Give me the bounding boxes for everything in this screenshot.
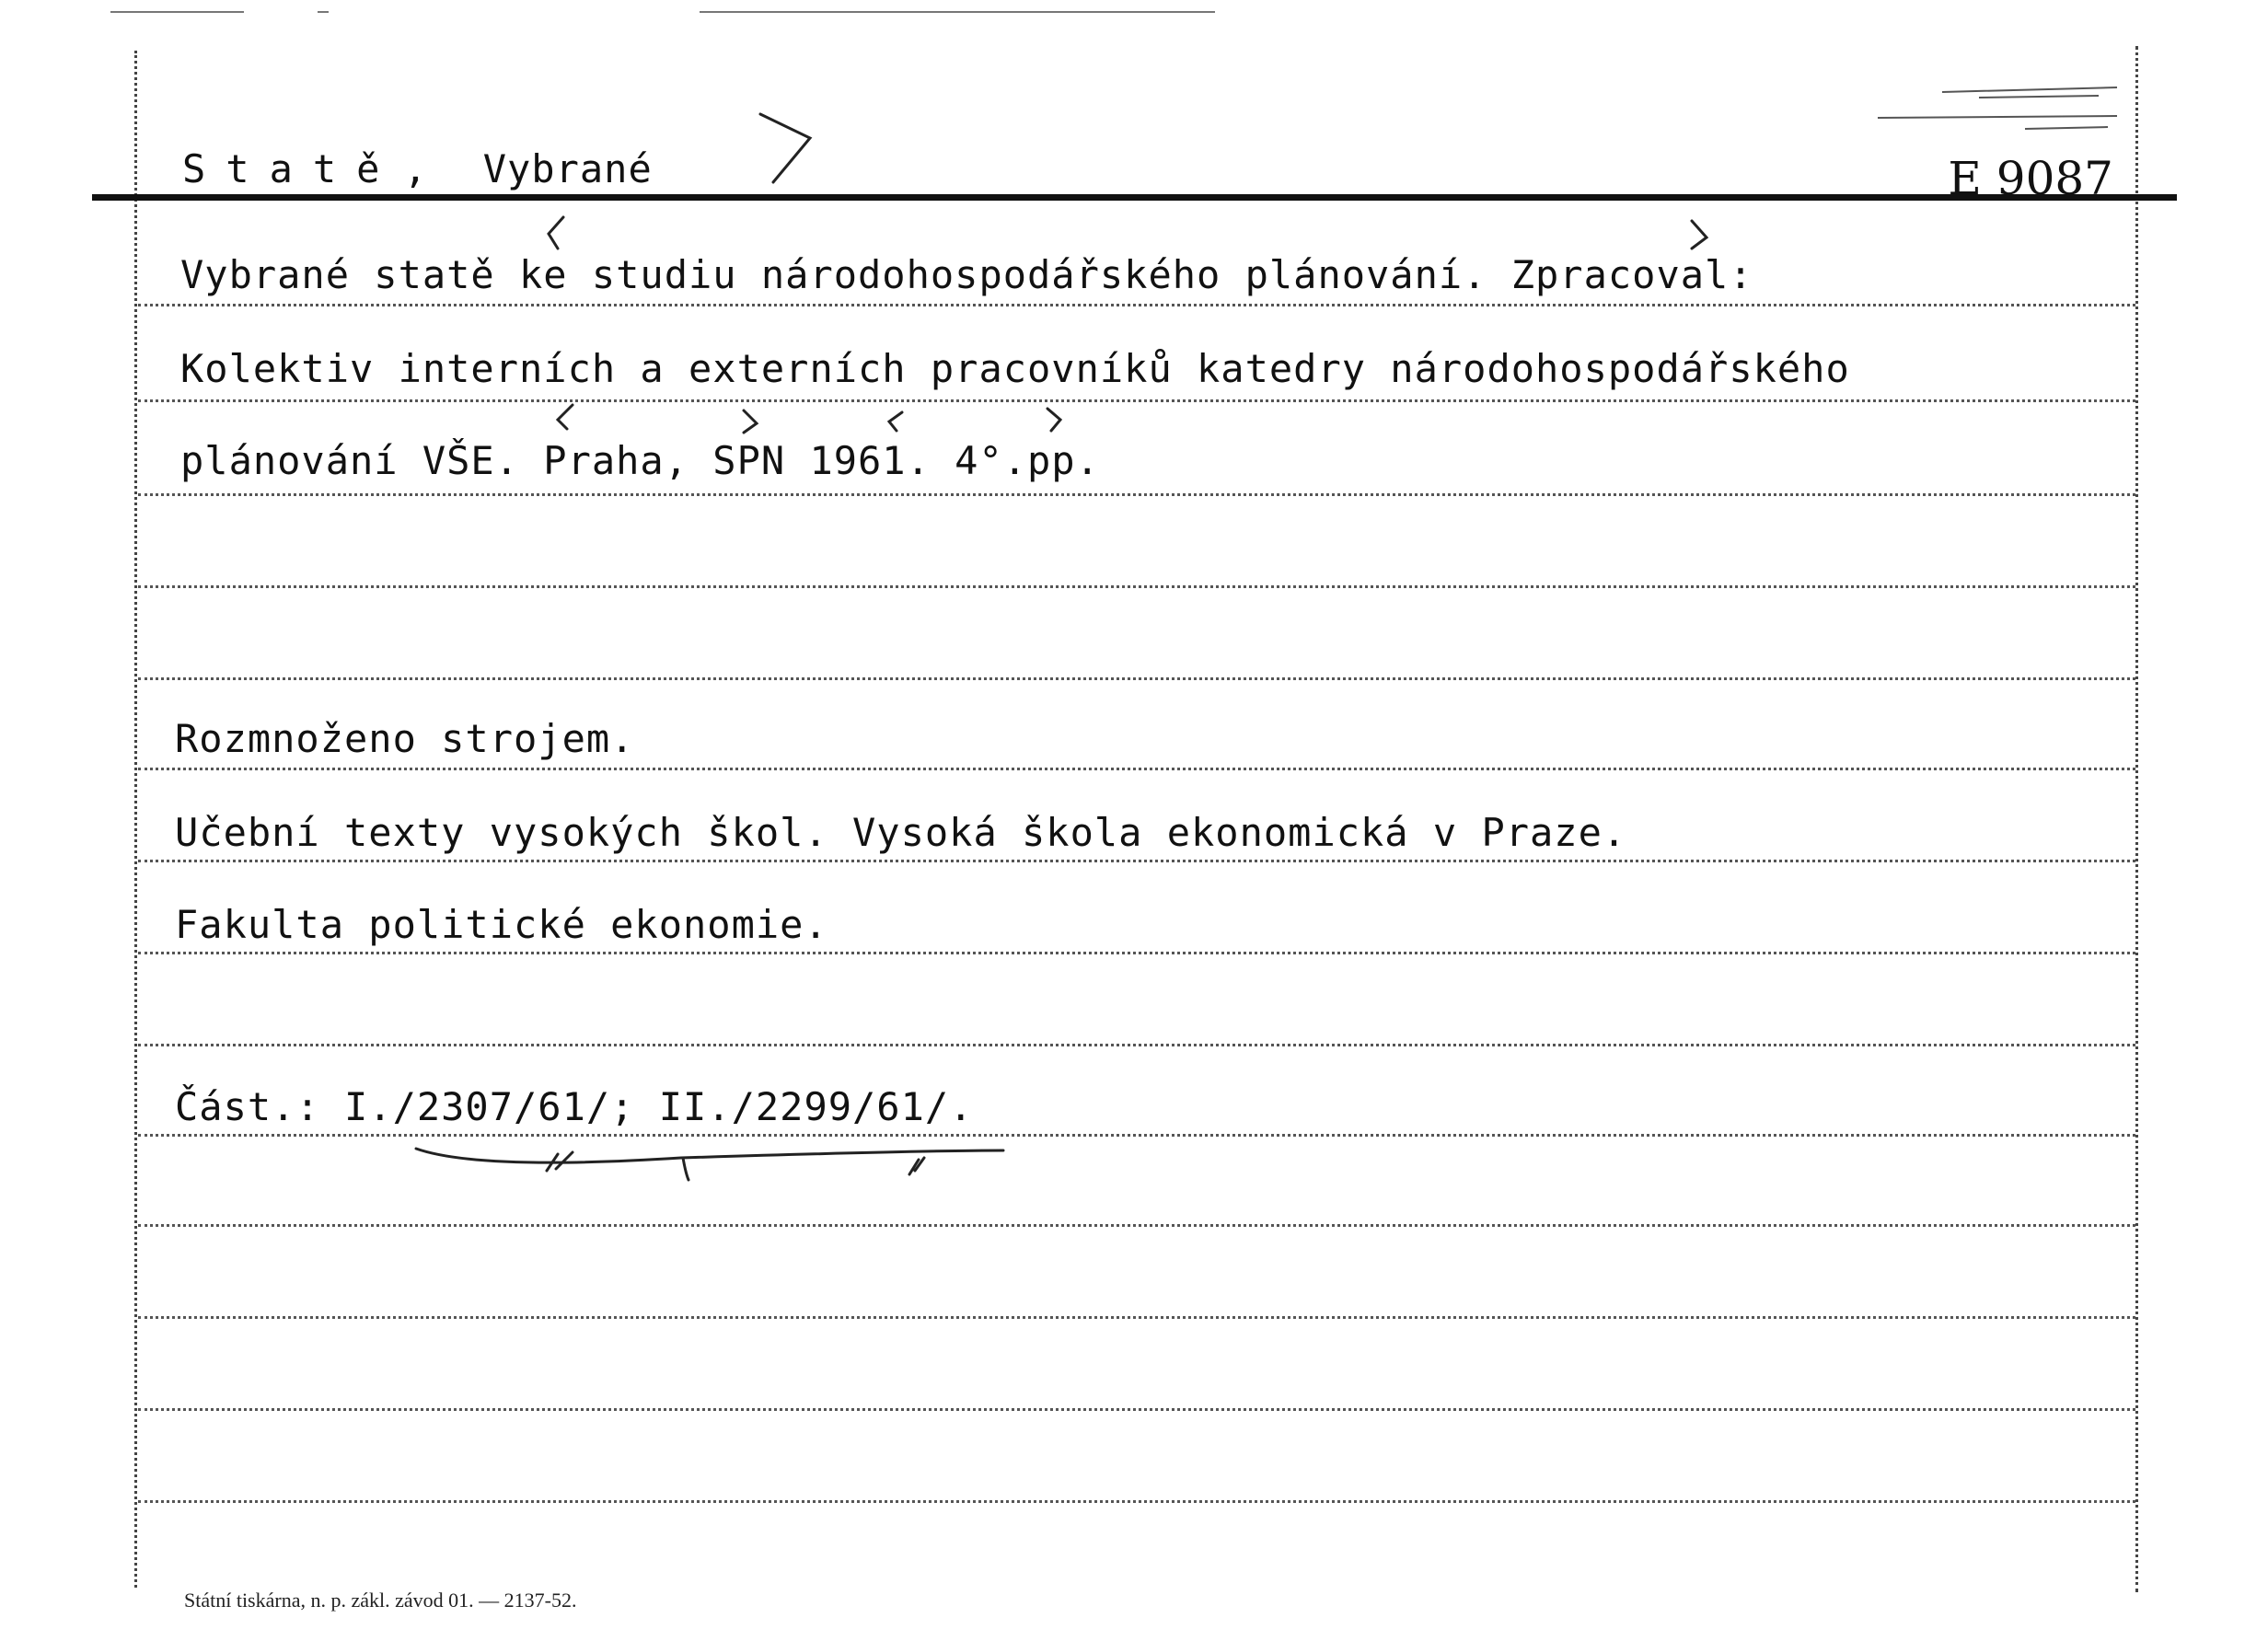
ruled-line: [138, 860, 2135, 862]
parts-note: Část.: I./2307/61/; II./2299/61/.: [175, 1084, 974, 1129]
pencil-mark: [1047, 409, 1060, 431]
series-line-2: Fakulta politické ekonomie.: [175, 902, 828, 947]
ruled-line: [138, 1316, 2135, 1319]
heading-rule: [92, 194, 2177, 201]
pencil-mark: [889, 412, 902, 431]
ruled-line: [138, 768, 2135, 770]
call-number: E 9087: [1948, 152, 2113, 205]
heading-subject: Vybrané: [482, 146, 653, 191]
ruled-line: [138, 1224, 2135, 1227]
pencil-mark: [683, 1158, 688, 1180]
ruled-line: [138, 1134, 2135, 1137]
top-edge-line: [110, 11, 244, 13]
pencil-mark: [416, 1149, 1003, 1162]
pencil-mark: [909, 1158, 924, 1174]
ruled-line: [138, 1500, 2135, 1503]
heading-word: Statě: [182, 146, 400, 191]
ruled-line: [138, 304, 2135, 306]
ruled-line: [138, 585, 2135, 588]
entry-line-1: Vybrané statě ke studiu národohospodářského plánování. Zpracoval:: [180, 252, 1753, 297]
ruled-line: [138, 1408, 2135, 1411]
heading-line: [182, 146, 653, 191]
entry-line-2: Kolektiv interních a externích pracovníků katedry národohospodářského: [180, 346, 1850, 391]
pencil-mark: [760, 114, 810, 182]
pencil-mark: [1692, 221, 1707, 248]
pencil-mark: [547, 1152, 573, 1171]
scribble-mark: [1878, 87, 2117, 129]
ruled-line: [138, 1044, 2135, 1046]
ruled-line: [138, 677, 2135, 680]
reproduction-note: Rozmnoženo strojem.: [175, 716, 635, 761]
entry-line-3: plánování VŠE. Praha, SPN 1961. 4°.pp.: [180, 438, 1100, 483]
ruled-line: [138, 399, 2135, 402]
pencil-mark: [744, 410, 757, 433]
ruled-line: [138, 952, 2135, 954]
printer-imprint: Státní tiskárna, n. p. zákl. závod 01. — 2137-52.: [184, 1589, 577, 1612]
left-margin-rule: [134, 51, 137, 1588]
ruled-line: [138, 493, 2135, 496]
series-line-1: Učební texty vysokých škol. Vysoká škola ekonomická v Praze.: [175, 810, 1627, 855]
top-edge-line: [700, 11, 1215, 13]
pencil-mark: [558, 405, 573, 429]
pencil-mark: [549, 217, 563, 248]
right-margin-rule: [2135, 46, 2138, 1592]
heading-separator: ,: [403, 146, 428, 191]
top-edge-line: [318, 11, 329, 13]
